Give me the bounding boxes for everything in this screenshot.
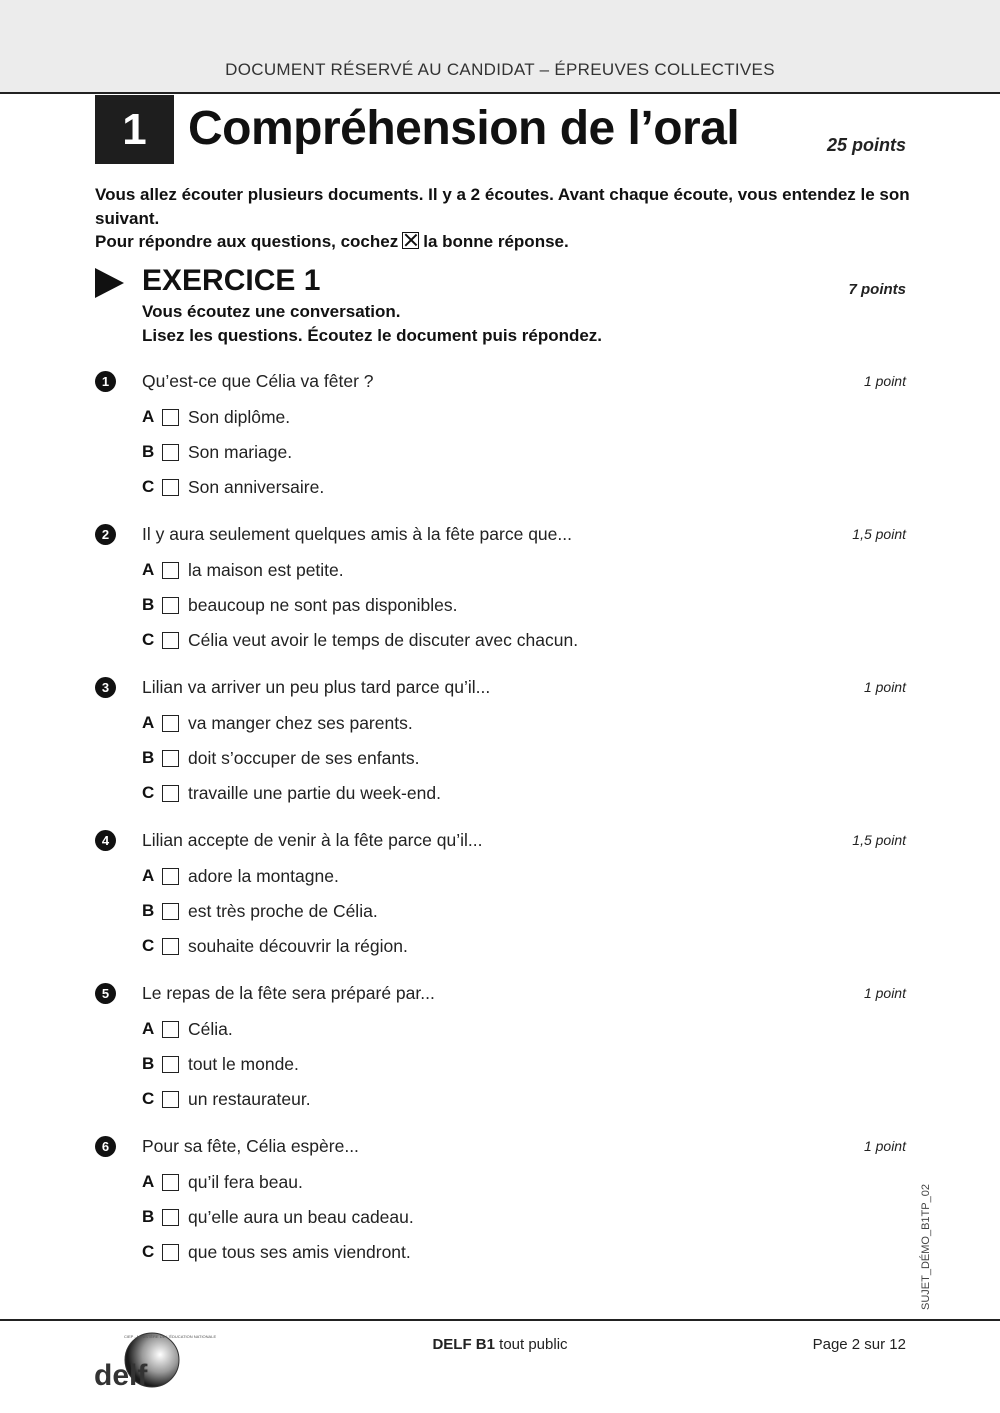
exercise-instruction-1: Vous écoutez une conversation.	[142, 302, 401, 321]
exam-audience: tout public	[494, 1336, 568, 1353]
option-letter: B	[142, 595, 155, 614]
option-c	[142, 476, 324, 498]
option-text: la maison est petite.	[188, 559, 344, 580]
question-text: Qu’est-ce que Célia va fêter ?	[142, 371, 374, 391]
answer-checkbox[interactable]	[162, 785, 179, 802]
option-letter: B	[142, 1207, 155, 1226]
answer-checkbox[interactable]	[162, 868, 179, 885]
section-number: 1	[95, 95, 174, 164]
question-3	[95, 677, 906, 827]
option-letter: B	[142, 748, 155, 767]
option-text: travaille une partie du week-end.	[188, 782, 441, 803]
answer-checkbox[interactable]	[162, 1244, 179, 1261]
option-letter: C	[142, 1089, 155, 1108]
option-a	[142, 865, 339, 887]
option-text: va manger chez ses parents.	[188, 712, 413, 733]
option-a	[142, 1018, 233, 1040]
question-number-badge: 2	[95, 524, 116, 545]
option-text: doit s’occuper de ses enfants.	[188, 747, 420, 768]
logo-small-text: CIEP - MINISTÈRE DE L'ÉDUCATION NATIONALE	[124, 1334, 217, 1339]
answer-checkbox[interactable]	[162, 903, 179, 920]
option-letter: C	[142, 936, 155, 955]
option-c	[142, 782, 441, 804]
option-c	[142, 935, 408, 957]
answer-checkbox[interactable]	[162, 1056, 179, 1073]
option-letter: A	[142, 407, 155, 426]
option-text: souhaite découvrir la région.	[188, 935, 408, 956]
question-points: 1,5 point	[852, 832, 906, 848]
answer-checkbox[interactable]	[162, 1021, 179, 1038]
answer-checkbox[interactable]	[162, 938, 179, 955]
question-6	[95, 1136, 906, 1286]
option-letter: B	[142, 901, 155, 920]
section-title: Compréhension de l’oral	[188, 102, 740, 155]
question-number-badge: 4	[95, 830, 116, 851]
option-letter: A	[142, 713, 155, 732]
question-text: Le repas de la fête sera préparé par...	[142, 983, 435, 1003]
page-number: Page 2 sur 12	[812, 1336, 906, 1353]
option-letter: A	[142, 1019, 155, 1038]
question-points: 1 point	[863, 679, 906, 695]
instructions-before: Pour répondre aux questions, cochez	[95, 232, 399, 251]
option-letter: A	[142, 866, 155, 885]
option-text: Son mariage.	[188, 441, 293, 462]
instructions	[95, 183, 910, 254]
option-text: Célia veut avoir le temps de discuter avec chacun.	[188, 629, 579, 650]
question-text: Lilian va arriver un peu plus tard parce qu’il...	[142, 677, 491, 697]
option-a	[142, 712, 413, 734]
logo-text: delf	[94, 1359, 148, 1392]
section-points: 25 points	[826, 135, 906, 155]
option-text: est très proche de Célia.	[188, 900, 378, 921]
option-letter: C	[142, 1242, 155, 1261]
option-text: adore la montagne.	[188, 865, 339, 886]
option-letter: A	[142, 1172, 155, 1191]
play-arrow-icon	[95, 268, 124, 298]
instructions-line-1: Vous allez écouter plusieurs documents. Il y a 2 écoutes. Avant chaque écoute, vous entendez le son suivant.	[95, 185, 910, 228]
option-letter: C	[142, 477, 155, 496]
exercise-title: EXERCICE 1	[142, 264, 321, 297]
top-band	[0, 0, 1000, 94]
footer-divider	[0, 1319, 1000, 1321]
question-points: 1 point	[863, 985, 906, 1001]
option-a	[142, 406, 290, 428]
option-text: tout le monde.	[188, 1053, 299, 1074]
answer-checkbox[interactable]	[162, 479, 179, 496]
answer-checkbox[interactable]	[162, 1174, 179, 1191]
option-text: qu’il fera beau.	[188, 1171, 303, 1192]
instructions-after: la bonne réponse.	[423, 232, 569, 251]
option-text: beaucoup ne sont pas disponibles.	[188, 594, 458, 615]
question-2	[95, 524, 906, 674]
option-b	[142, 747, 420, 769]
option-text: Son diplôme.	[188, 406, 291, 427]
question-text: Pour sa fête, Célia espère...	[142, 1136, 359, 1156]
question-points: 1,5 point	[852, 526, 906, 542]
answer-checkbox[interactable]	[162, 597, 179, 614]
exercise-points: 7 points	[848, 281, 906, 298]
option-letter: C	[142, 783, 155, 802]
question-points: 1 point	[863, 1138, 906, 1154]
option-a	[142, 559, 344, 581]
option-letter: A	[142, 560, 155, 579]
question-number-badge: 6	[95, 1136, 116, 1157]
option-letter: C	[142, 630, 155, 649]
option-b	[142, 1053, 299, 1075]
option-letter: B	[142, 1054, 155, 1073]
option-text: qu’elle aura un beau cadeau.	[188, 1206, 414, 1227]
option-c	[142, 1088, 311, 1110]
answer-checkbox[interactable]	[162, 750, 179, 767]
answer-checkbox[interactable]	[162, 409, 179, 426]
question-number-badge: 3	[95, 677, 116, 698]
document-code-text: SUJET_DÉMO_B1TP_02	[920, 1184, 932, 1310]
question-number-badge: 1	[95, 371, 116, 392]
question-1	[95, 371, 906, 521]
option-text: un restaurateur.	[188, 1088, 311, 1109]
option-b	[142, 900, 378, 922]
option-b	[142, 441, 292, 463]
question-5	[95, 983, 906, 1133]
option-b	[142, 1206, 414, 1228]
question-points: 1 point	[863, 373, 906, 389]
question-text: Il y aura seulement quelques amis à la fête parce que...	[142, 524, 572, 544]
section-header	[95, 95, 906, 165]
answer-checkbox[interactable]	[162, 632, 179, 649]
answer-checkbox[interactable]	[162, 1091, 179, 1108]
answer-checkbox[interactable]	[162, 444, 179, 461]
question-number-badge: 5	[95, 983, 116, 1004]
answer-checkbox[interactable]	[162, 1209, 179, 1226]
checked-box-icon	[402, 232, 419, 249]
instructions-line-2	[95, 230, 910, 254]
option-c	[142, 629, 578, 651]
answer-checkbox[interactable]	[162, 562, 179, 579]
option-text: Célia.	[188, 1018, 233, 1039]
exercise-instructions	[142, 300, 602, 347]
document-header: DOCUMENT RÉSERVÉ AU CANDIDAT – ÉPREUVES COLLECTIVES	[225, 60, 775, 79]
option-text: Son anniversaire.	[188, 476, 325, 497]
option-letter: B	[142, 442, 155, 461]
answer-checkbox[interactable]	[162, 715, 179, 732]
option-c	[142, 1241, 411, 1263]
question-4	[95, 830, 906, 980]
question-text: Lilian accepte de venir à la fête parce qu’il...	[142, 830, 483, 850]
exercise-instruction-2: Lisez les questions. Écoutez le document puis répondez.	[142, 325, 603, 345]
exam-level: DELF B1	[432, 1336, 495, 1353]
option-b	[142, 594, 458, 616]
option-a	[142, 1171, 303, 1193]
option-text: que tous ses amis viendront.	[188, 1241, 411, 1262]
